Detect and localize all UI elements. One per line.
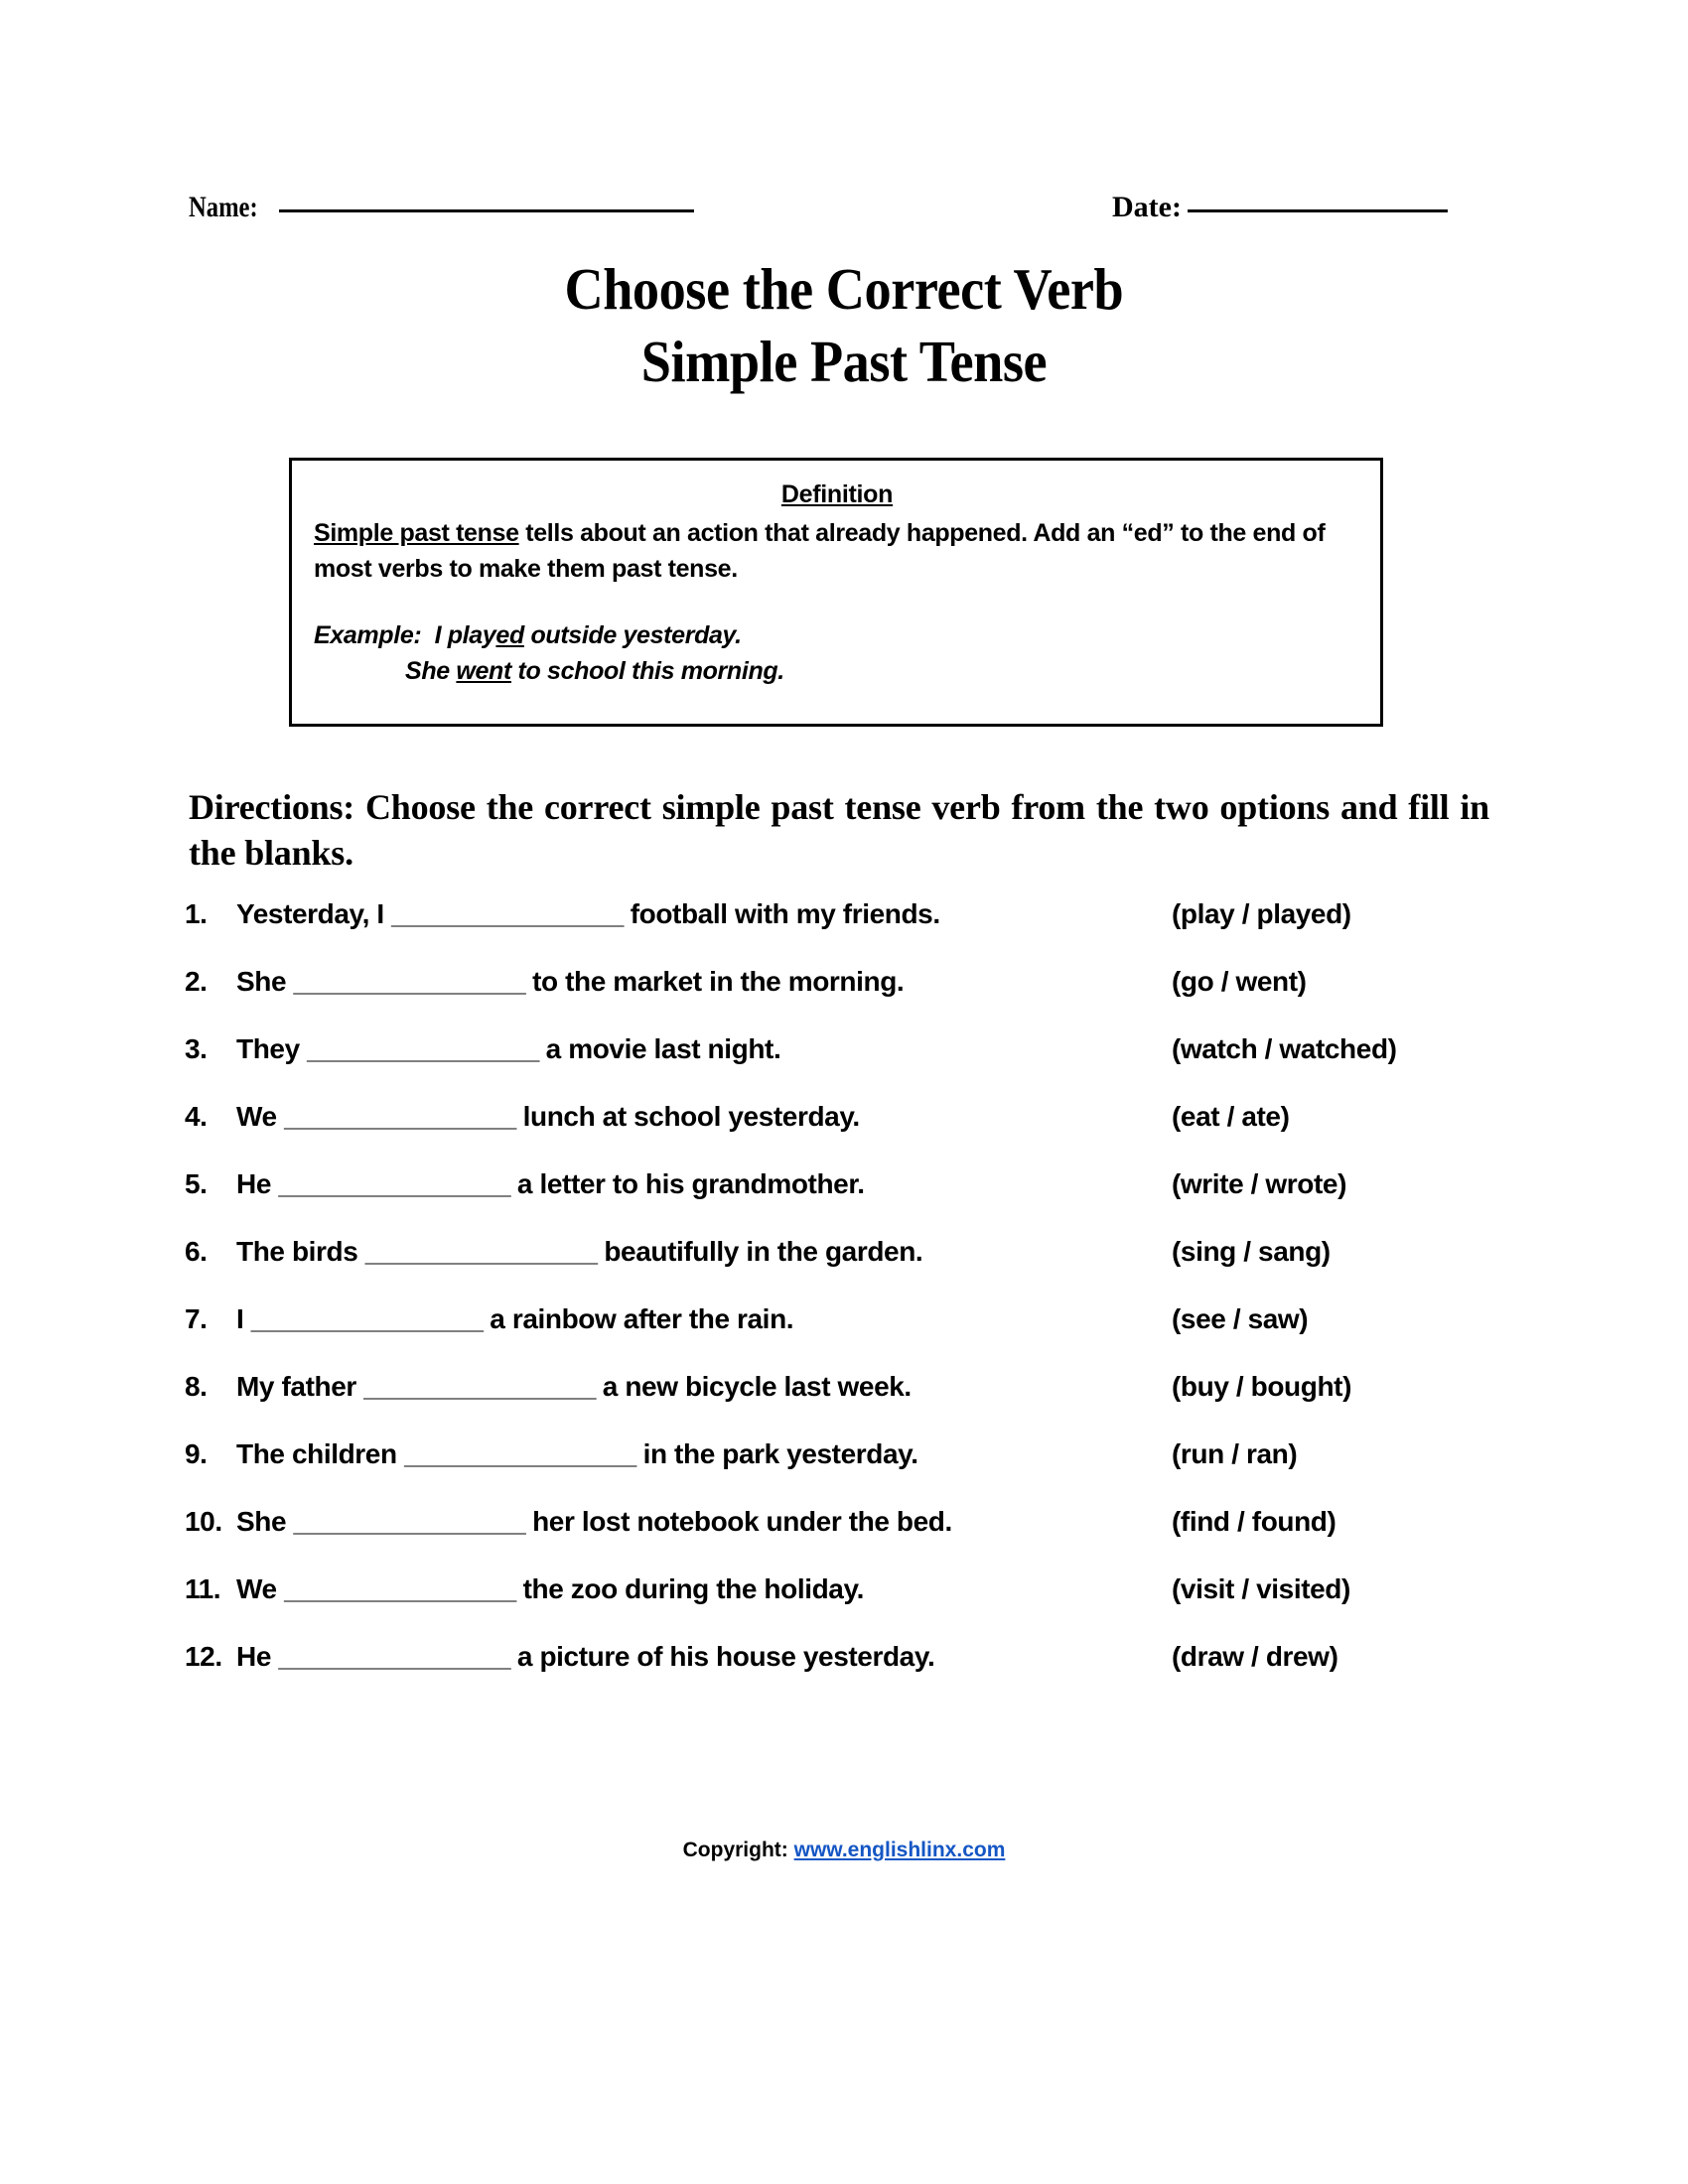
englishlinx-link[interactable]: www.englishlinx.com (793, 1839, 1006, 1861)
question-row (185, 1573, 1515, 1641)
question-text-after-blank: a new bicycle last week. (595, 1371, 912, 1402)
question-text-after-blank: a movie last night. (538, 1033, 781, 1064)
question-number: 5. (185, 1168, 208, 1199)
question-text-after-blank: the zoo during the holiday. (515, 1573, 864, 1604)
question-sentence (236, 1438, 918, 1470)
definition-heading: Definition (780, 480, 894, 508)
worksheet-title-line-1-text: Choose the Correct Verb (564, 256, 1124, 322)
answer-blank[interactable]: ________________ (404, 1438, 636, 1469)
question-sentence (236, 1033, 780, 1065)
verb-options[interactable]: (buy / bought) (1172, 1371, 1352, 1402)
answer-blank[interactable]: ________________ (363, 1371, 596, 1402)
header-row (189, 191, 1509, 236)
question-row (185, 1303, 1515, 1371)
question-sentence (236, 898, 940, 930)
question-row (185, 1168, 1515, 1236)
question-row (185, 1236, 1515, 1303)
question-row (185, 1101, 1515, 1168)
definition-body-rest: tells about an action that already happened. Add an “ed” to the end of most verbs to make them past tense. (314, 519, 1326, 584)
question-text-after-blank: beautifully in the garden. (596, 1236, 923, 1267)
question-sentence (236, 1371, 912, 1403)
question-sentence (236, 1573, 864, 1605)
question-text-after-blank: in the park yesterday. (635, 1438, 918, 1469)
question-sentence (236, 1303, 793, 1335)
question-text-before-blank: Yesterday, I (236, 898, 392, 929)
question-sentence (236, 1506, 952, 1538)
question-text-after-blank: a letter to his grandmother. (509, 1168, 865, 1199)
definition-examples (314, 617, 1360, 690)
question-row (185, 898, 1515, 966)
question-number: 9. (185, 1438, 208, 1469)
question-row (185, 1641, 1515, 1708)
question-sentence (236, 1101, 860, 1133)
answer-blank[interactable]: ________________ (307, 1033, 539, 1064)
question-text-before-blank: I (236, 1303, 251, 1334)
question-text-before-blank: My father (236, 1371, 364, 1402)
verb-options[interactable]: (watch / watched) (1172, 1033, 1397, 1064)
question-sentence (236, 1641, 934, 1673)
question-row (185, 966, 1515, 1033)
question-text-after-blank: her lost notebook under the bed. (524, 1506, 952, 1537)
question-number: 11. (185, 1573, 221, 1604)
answer-blank[interactable]: ________________ (293, 966, 525, 997)
example-2 (314, 653, 1360, 689)
answer-blank[interactable]: ________________ (391, 898, 624, 929)
date-label: Date: (1112, 191, 1182, 223)
question-number: 1. (185, 898, 208, 929)
answer-blank[interactable]: ________________ (293, 1506, 525, 1537)
verb-options[interactable]: (play / played) (1172, 898, 1351, 929)
verb-options[interactable]: (find / found) (1172, 1506, 1336, 1537)
answer-blank[interactable]: ________________ (278, 1168, 510, 1199)
question-text-before-blank: We (236, 1573, 285, 1604)
definition-term: Simple past tense (314, 519, 519, 547)
date-field-group (1112, 191, 1448, 224)
worksheet-title-line-1 (0, 256, 1688, 322)
example-1-underlined: ed (495, 620, 524, 649)
question-row (185, 1033, 1515, 1101)
question-row (185, 1371, 1515, 1438)
example-label: Example: (314, 620, 422, 649)
worksheet-title-line-2-text: Simple Past Tense (640, 329, 1048, 394)
questions-list (185, 898, 1515, 1708)
date-write-line[interactable] (1188, 209, 1448, 212)
definition-box (289, 458, 1383, 727)
copyright-prefix: Copyright: (682, 1839, 794, 1861)
answer-blank[interactable]: ________________ (278, 1641, 510, 1672)
question-text-after-blank: football with my friends. (623, 898, 940, 929)
copyright-footer (0, 1839, 1688, 1862)
question-text-after-blank: a picture of his house yesterday. (509, 1641, 935, 1672)
question-sentence (236, 966, 904, 998)
question-text-before-blank: She (236, 966, 294, 997)
verb-options[interactable]: (write / wrote) (1172, 1168, 1347, 1199)
question-text-before-blank: The birds (236, 1236, 365, 1267)
question-text-before-blank: The children (236, 1438, 405, 1469)
name-write-line[interactable] (279, 209, 694, 212)
question-text-before-blank: He (236, 1641, 279, 1672)
worksheet-title-line-2 (0, 329, 1688, 394)
example-1-pre: I play (434, 620, 496, 649)
question-text-after-blank: a rainbow after the rain. (482, 1303, 794, 1334)
verb-options[interactable]: (sing / sang) (1172, 1236, 1331, 1267)
question-text-before-blank: We (236, 1101, 285, 1132)
question-number: 6. (185, 1236, 208, 1267)
name-field-group (189, 191, 694, 224)
question-number: 4. (185, 1101, 208, 1132)
question-sentence (236, 1168, 865, 1200)
directions-text: Directions: Choose the correct simple past tense verb from the two options and fill in the blanks. (189, 787, 1489, 874)
question-number: 10. (185, 1506, 222, 1537)
question-row (185, 1438, 1515, 1506)
example-1-post: outside yesterday. (523, 620, 742, 649)
definition-body (314, 515, 1360, 588)
example-2-post: to school this morning. (510, 656, 784, 685)
directions-paragraph (189, 784, 1489, 876)
answer-blank[interactable]: ________________ (284, 1573, 516, 1604)
question-text-after-blank: lunch at school yesterday. (515, 1101, 860, 1132)
question-text-after-blank: to the market in the morning. (524, 966, 905, 997)
question-text-before-blank: They (236, 1033, 308, 1064)
answer-blank[interactable]: ________________ (284, 1101, 516, 1132)
question-text-before-blank: He (236, 1168, 279, 1199)
answer-blank[interactable]: ________________ (250, 1303, 483, 1334)
question-number: 3. (185, 1033, 208, 1064)
verb-options[interactable]: (visit / visited) (1172, 1573, 1350, 1604)
verb-options[interactable]: (run / ran) (1172, 1438, 1298, 1469)
question-row (185, 1506, 1515, 1573)
question-text-before-blank: She (236, 1506, 294, 1537)
definition-box-content (314, 480, 1360, 689)
question-number: 2. (185, 966, 208, 997)
verb-options[interactable]: (eat / ate) (1172, 1101, 1290, 1132)
verb-options[interactable]: (go / went) (1172, 966, 1307, 997)
example-2-pre: She (405, 656, 457, 685)
answer-blank[interactable]: ________________ (364, 1236, 597, 1267)
question-number: 7. (185, 1303, 208, 1334)
verb-options[interactable]: (draw / drew) (1172, 1641, 1338, 1672)
question-sentence (236, 1236, 922, 1268)
name-label: Name: (189, 191, 258, 223)
verb-options[interactable]: (see / saw) (1172, 1303, 1309, 1334)
example-2-underlined: went (456, 656, 511, 685)
question-number: 12. (185, 1641, 222, 1672)
question-number: 8. (185, 1371, 208, 1402)
